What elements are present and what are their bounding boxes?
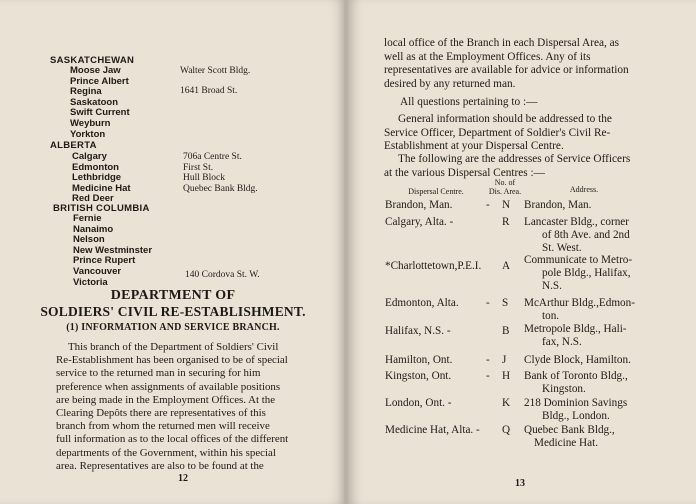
alberta-heading: ALBERTA bbox=[50, 140, 97, 151]
address-line: Bldg., London. bbox=[542, 410, 610, 422]
following-line: The following are the addresses of Service Officers bbox=[398, 153, 631, 165]
table-row-centre: Edmonton, Alta. bbox=[385, 297, 459, 309]
department-title: DEPARTMENT OF bbox=[110, 288, 236, 303]
following-line: at the various Dispersal Centres :— bbox=[384, 166, 545, 179]
table-row-centre: Halifax, N.S. - bbox=[385, 325, 451, 337]
table-row-centre: Calgary, Alta. - bbox=[385, 216, 454, 228]
address-first-st: First St. bbox=[183, 162, 214, 173]
paragraph-line: Re-Establishment has been organised to be of special bbox=[56, 354, 288, 367]
table-row-address bbox=[524, 216, 630, 255]
table-row-address bbox=[524, 354, 631, 367]
intro-line: local office of the Branch in each Dispersal Area, as bbox=[384, 37, 620, 49]
city-lethbridge: Lethbridge bbox=[72, 172, 122, 184]
british-columbia-heading: BRITISH COLUMBIA bbox=[53, 203, 150, 214]
city-calgary: Calgary bbox=[72, 151, 107, 162]
city-new-westminster: New Westminster bbox=[73, 244, 153, 256]
table-row-address bbox=[524, 424, 615, 450]
city-weyburn: Weyburn bbox=[70, 117, 111, 129]
address-cordova-st: 140 Cordova St. W. bbox=[185, 270, 260, 280]
intro-line: desired by any returned man. bbox=[384, 77, 516, 90]
city-saskatoon: Saskatoon bbox=[70, 96, 119, 108]
table-row-area: H bbox=[502, 370, 511, 382]
header-dispersal-centre: Dispersal Centre. bbox=[408, 187, 464, 196]
city-regina: Regina bbox=[70, 86, 102, 98]
table-row-dash: - bbox=[486, 370, 490, 382]
city-vancouver: Vancouver bbox=[73, 265, 122, 277]
table-row-address bbox=[524, 254, 632, 293]
table-row-dash: - bbox=[486, 297, 490, 309]
address-line: N.S. bbox=[542, 280, 562, 292]
header-area-line: Dis. Area. bbox=[488, 186, 522, 196]
paragraph-line: Clearing Depôts there are representatives of this bbox=[56, 407, 266, 420]
saskatchewan-heading: SASKATCHEWAN bbox=[50, 55, 135, 66]
address-line: Medicine Hat. bbox=[534, 437, 598, 449]
questions-line: All questions pertaining to :— bbox=[400, 96, 538, 108]
table-row-area: B bbox=[502, 325, 510, 337]
address-line: Lancaster Bldg., corner bbox=[524, 216, 629, 228]
city-nelson: Nelson bbox=[73, 234, 105, 246]
address-line: of 8th Ave. and 2nd bbox=[542, 229, 630, 241]
table-row-area: J bbox=[502, 354, 507, 366]
table-row-area: R bbox=[502, 216, 510, 228]
city-prince-rupert: Prince Rupert bbox=[73, 255, 136, 267]
left-page bbox=[0, 0, 346, 504]
header-area-number bbox=[482, 179, 528, 196]
paragraph-line: service to the returned man in securing for him bbox=[56, 367, 261, 380]
page-number-left: 12 bbox=[178, 473, 188, 484]
table-row-area: Q bbox=[502, 424, 511, 436]
alberta-address-list bbox=[183, 152, 258, 194]
table-row-centre: *Charlottetown,P.E.I. bbox=[385, 260, 482, 272]
address-walter-scott: Walter Scott Bldg. bbox=[180, 66, 251, 76]
address-line: Kingston. bbox=[542, 383, 586, 395]
address-broad-st: 1641 Broad St. bbox=[180, 86, 238, 96]
paragraph-line: are being made in the Employment Offices. At the bbox=[56, 393, 276, 406]
city-swift-current: Swift Current bbox=[70, 107, 130, 119]
address-line: Bank of Toronto Bldg., bbox=[524, 370, 628, 382]
table-row-centre: Brandon, Man. bbox=[385, 199, 453, 211]
address-centre-st: 706a Centre St. bbox=[183, 152, 242, 162]
table-row-address bbox=[524, 323, 627, 349]
paragraph-line: This branch of the Department of Soldiers' Civil bbox=[68, 341, 279, 353]
intro-line: representatives are available for advice or information bbox=[384, 64, 629, 76]
header-area-line: No. of bbox=[494, 178, 516, 187]
table-row-address bbox=[524, 370, 628, 396]
city-yorkton: Yorkton bbox=[70, 128, 106, 140]
table-row-centre: Kingston, Ont. bbox=[385, 370, 452, 382]
branch-heading: (1) INFORMATION AND SERVICE BRANCH. bbox=[66, 322, 280, 333]
address-line: Metropole Bldg., Hali- bbox=[524, 323, 627, 335]
general-paragraph bbox=[384, 113, 674, 154]
intro-line: well as at the Employment Offices. Any of its bbox=[384, 50, 591, 63]
address-line: Communicate to Metro- bbox=[524, 254, 633, 266]
city-fernie: Fernie bbox=[73, 213, 102, 224]
table-row-address bbox=[524, 199, 591, 212]
table-row-address bbox=[524, 297, 635, 323]
intro-paragraph bbox=[384, 37, 674, 91]
table-row-address bbox=[524, 397, 627, 423]
paragraph-line: area. Representatives are also to be found at the bbox=[56, 459, 264, 472]
city-moose-jaw: Moose Jaw bbox=[70, 65, 121, 76]
paragraph-line: full information as to the local offices of the different bbox=[56, 433, 289, 446]
saskatchewan-city-list bbox=[70, 66, 130, 140]
general-line: General information should be addressed to the bbox=[398, 113, 612, 125]
city-medicine-hat: Medicine Hat bbox=[72, 182, 131, 194]
city-nanaimo: Nanaimo bbox=[73, 223, 114, 235]
right-page bbox=[348, 0, 696, 504]
british-columbia-city-list bbox=[73, 214, 152, 288]
table-row-centre: Medicine Hat, Alta. - bbox=[385, 424, 480, 436]
city-prince-albert: Prince Albert bbox=[70, 75, 129, 87]
paragraph-line: branch from whom the returned men will receive bbox=[56, 420, 270, 433]
general-line: Service Officer, Department of Soldier's Civil Re- bbox=[384, 126, 611, 139]
table-row-centre: Hamilton, Ont. bbox=[385, 354, 453, 366]
address-line: fax, N.S. bbox=[542, 336, 582, 348]
page-number-right: 13 bbox=[515, 478, 525, 489]
following-paragraph bbox=[384, 153, 674, 180]
table-row-area: A bbox=[502, 260, 511, 272]
city-edmonton: Edmonton bbox=[72, 161, 119, 173]
header-address: Address. bbox=[569, 185, 599, 194]
address-quebec-bank: Quebec Bank Bldg. bbox=[183, 183, 258, 194]
branch-paragraph bbox=[56, 341, 324, 473]
city-victoria: Victoria bbox=[73, 276, 108, 288]
paragraph-line: departments of the Government, within his special bbox=[56, 446, 276, 459]
city-red-deer: Red Deer bbox=[72, 193, 114, 205]
table-row-area: N bbox=[502, 199, 511, 211]
address-line: Brandon, Man. bbox=[524, 199, 592, 211]
department-subtitle: SOLDIERS' CIVIL RE-ESTABLISHMENT. bbox=[40, 304, 306, 319]
table-row-centre: London, Ont. - bbox=[385, 397, 452, 409]
address-line: St. West. bbox=[542, 242, 582, 254]
address-hull-block: Hull Block bbox=[183, 173, 225, 184]
address-line: pole Bldg., Halifax, bbox=[542, 267, 631, 279]
table-row-dash: - bbox=[486, 354, 490, 366]
table-row-dash: - bbox=[486, 199, 490, 211]
address-line: Clyde Block, Hamilton. bbox=[524, 354, 631, 366]
alberta-city-list bbox=[72, 152, 131, 205]
address-line: ton. bbox=[542, 310, 560, 322]
address-line: 218 Dominion Savings bbox=[524, 397, 628, 409]
address-line: McArthur Bldg.,Edmon- bbox=[524, 297, 635, 309]
table-row-area: S bbox=[502, 297, 509, 309]
paragraph-line: preference when assignments of available positions bbox=[56, 380, 281, 393]
table-row-area: K bbox=[502, 397, 511, 409]
general-line: Establishment at your Dispersal Centre. bbox=[384, 140, 564, 152]
address-line: Quebec Bank Bldg., bbox=[524, 424, 615, 436]
